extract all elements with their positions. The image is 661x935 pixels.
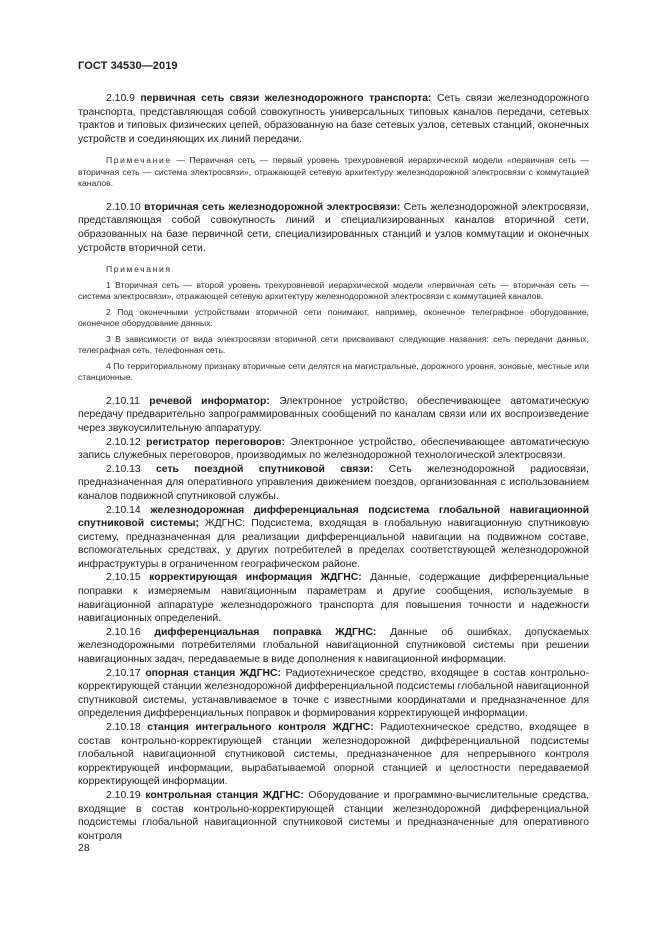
definition: Электронное устройство, обеспечивающее автоматическую передачу предварительно запрограммированных сообщений по каналам связи или их воспроизведение через звукоусилительную аппаратуру.: [78, 395, 590, 434]
page-number: 28: [78, 842, 90, 854]
entry-number: 2.10.9: [106, 93, 135, 104]
definition: Сеть железнодорожной радиосвязи, предназначенная для оперативного управления движением поездов, организованная с использованием каналов подвижной спутниковой службы.: [78, 463, 589, 502]
note-text: — Первичная сеть — первый уровень трехуровневой иерархической модели «первичная сеть — вторичная сеть — система электросвязи», отражающей сетевую архитектуру железнодорожной электросвязи с коммутацией каналов.: [78, 155, 589, 189]
entry-2-10-9: [78, 92, 589, 146]
term: вторичная сеть железнодорожной электросвязи:: [144, 201, 401, 213]
term: контрольная станция ЖДГНС:: [145, 789, 304, 801]
note-item-1: 1 Вторичная сеть — второй уровень трехуровневой иерархической модели «первичная сеть — вторичная сеть — система электросвязи», отражающей сетевую архитектуру железнодорожной электросвязи с коммутацией каналов.: [78, 279, 589, 302]
entry-2-10-19: [78, 789, 589, 843]
entry-number: 2.10.17: [106, 667, 141, 679]
document-header: ГОСТ 34530—2019: [78, 60, 178, 72]
document-body: [78, 92, 589, 843]
term: первичная сеть связи железнодорожного транспорта:: [140, 93, 432, 104]
entry-number: 2.10.19: [106, 789, 141, 801]
entry-number: 2.10.10: [106, 201, 141, 213]
entry-2-10-11: [78, 395, 589, 436]
term: железнодорожная дифференциальная подсистема глобальной навигационной спутниковой системы;: [78, 504, 589, 530]
term: речевой информатор:: [149, 395, 270, 407]
definition: Радиотехническое средство, входящее в состав контрольно-корректирующей станции железнодорожной дифференциальной подсистемы глобальной навигационной спутниковой системы, устанавливаемое в точке с известными координатами и предназначенное для определения дифференциальных поправок и формирования корректирующей информации.: [78, 667, 589, 720]
note-item-4: 4 По территориальному признаку вторичные сети делятся на магистральные, дорожного уровня, зоновые, местные или станционные.: [78, 360, 589, 383]
note-item-3: 3 В зависимости от вида электросвязи вторичной сети присваивают следующие названия: сеть передачи данных, телеграфная сеть, телефонная сеть.: [78, 333, 589, 356]
term: станция интегрального контроля ЖДГНС:: [147, 722, 374, 733]
entry-number: 2.10.12: [106, 436, 141, 448]
definition: Данные, содержащие дифференциальные поправки к измеряемым навигационным параметрам и другие сообщения, используемые в навигационной аппаратуре железнодорожного транспорта для повышения точности и надежности навигационных определений.: [78, 572, 589, 625]
entry-2-10-17: [78, 667, 589, 721]
definition: ЖДГНС: Подсистема, входящая в глобальную навигационную спутниковую систему, предназначенная для реализации дифференциальной навигации на подвижном составе, вспомогательных средствах, у других потребителей в пределах соответствующей железнодорожной инфраструктуры в ограниченном географическом районе.: [78, 518, 589, 570]
entry-number: 2.10.11: [106, 395, 140, 407]
definition: Электронное устройство, обеспечивающее автоматическую запись служебных переговоров, производимых по железнодорожной технологической электросвязи.: [78, 436, 590, 462]
entry-2-10-16: [78, 626, 589, 667]
entry-number: 2.10.15: [106, 572, 141, 584]
definition: Сеть связи железнодорожного транспорта, представляющая собой совокупность универсальных типовых каналов передачи, сетевых трактов и типовых физических цепей, образованную на базе сетевых узлов, сетевых станций, оконечных устройств и соединяющих их линий передачи.: [78, 93, 589, 145]
term: дифференциальная поправка ЖДГНС:: [154, 626, 377, 638]
definition: Сеть железнодорожной электросвязи, представляющая собой совокупность линий и специализированных каналов вторичной сети, образованных на базе первичной сети, специализированных станций и узлов коммутации и оконечных устройств вторичной сети.: [78, 201, 589, 254]
entry-2-10-12: [78, 436, 589, 463]
entry-2-10-18: [78, 721, 589, 789]
definition: Радиотехническое средство, входящее в состав контрольно-корректирующей станции железнодорожной дифференциальной подсистемы глобальной навигационной спутниковой системы, предназначенное для непрерывного контроля корректирующей информации, вырабатываемой опорной станцией и целостности передаваемой корректирующей информации.: [78, 722, 589, 788]
term: регистратор переговоров:: [146, 436, 286, 448]
entry-2-10-15: [78, 571, 589, 625]
entry-number: 2.10.13: [106, 463, 141, 475]
entry-number: 2.10.14: [106, 504, 141, 516]
definition: Данные об ошибках, допускаемых железнодорожными потребителями глобальной навигационной спутниковой системы при решении навигационных задач, передаваемые в виде дополнения к навигационной информации.: [78, 626, 589, 666]
note-label: Примечание: [106, 155, 172, 166]
entry-number: 2.10.16: [106, 626, 141, 638]
term: корректирующая информация ЖДГНС:: [149, 572, 362, 584]
note-2-10-9: [78, 155, 589, 190]
term: сеть поездной спутниковой связи:: [156, 463, 374, 475]
term: опорная станция ЖДГНС:: [145, 667, 281, 679]
entry-number: 2.10.18: [106, 722, 141, 733]
entry-2-10-10: [78, 201, 589, 255]
note-item-2: 2 Под оконечными устройствами вторичной сети понимают, например, оконечное телеграфное оборудование, оконечное оборудование данных.: [78, 306, 589, 329]
notes-label: Примечания: [106, 264, 172, 275]
entry-2-10-13: [78, 463, 589, 504]
definition: Оборудование и программно-вычислительные средства, входящие в состав контрольно-корректирующей станции железнодорожной дифференциальной подсистемы глобальной навигационной спутниковой системы и предназначенные для оперативного контроля: [78, 789, 589, 842]
entry-2-10-14: [78, 504, 589, 572]
